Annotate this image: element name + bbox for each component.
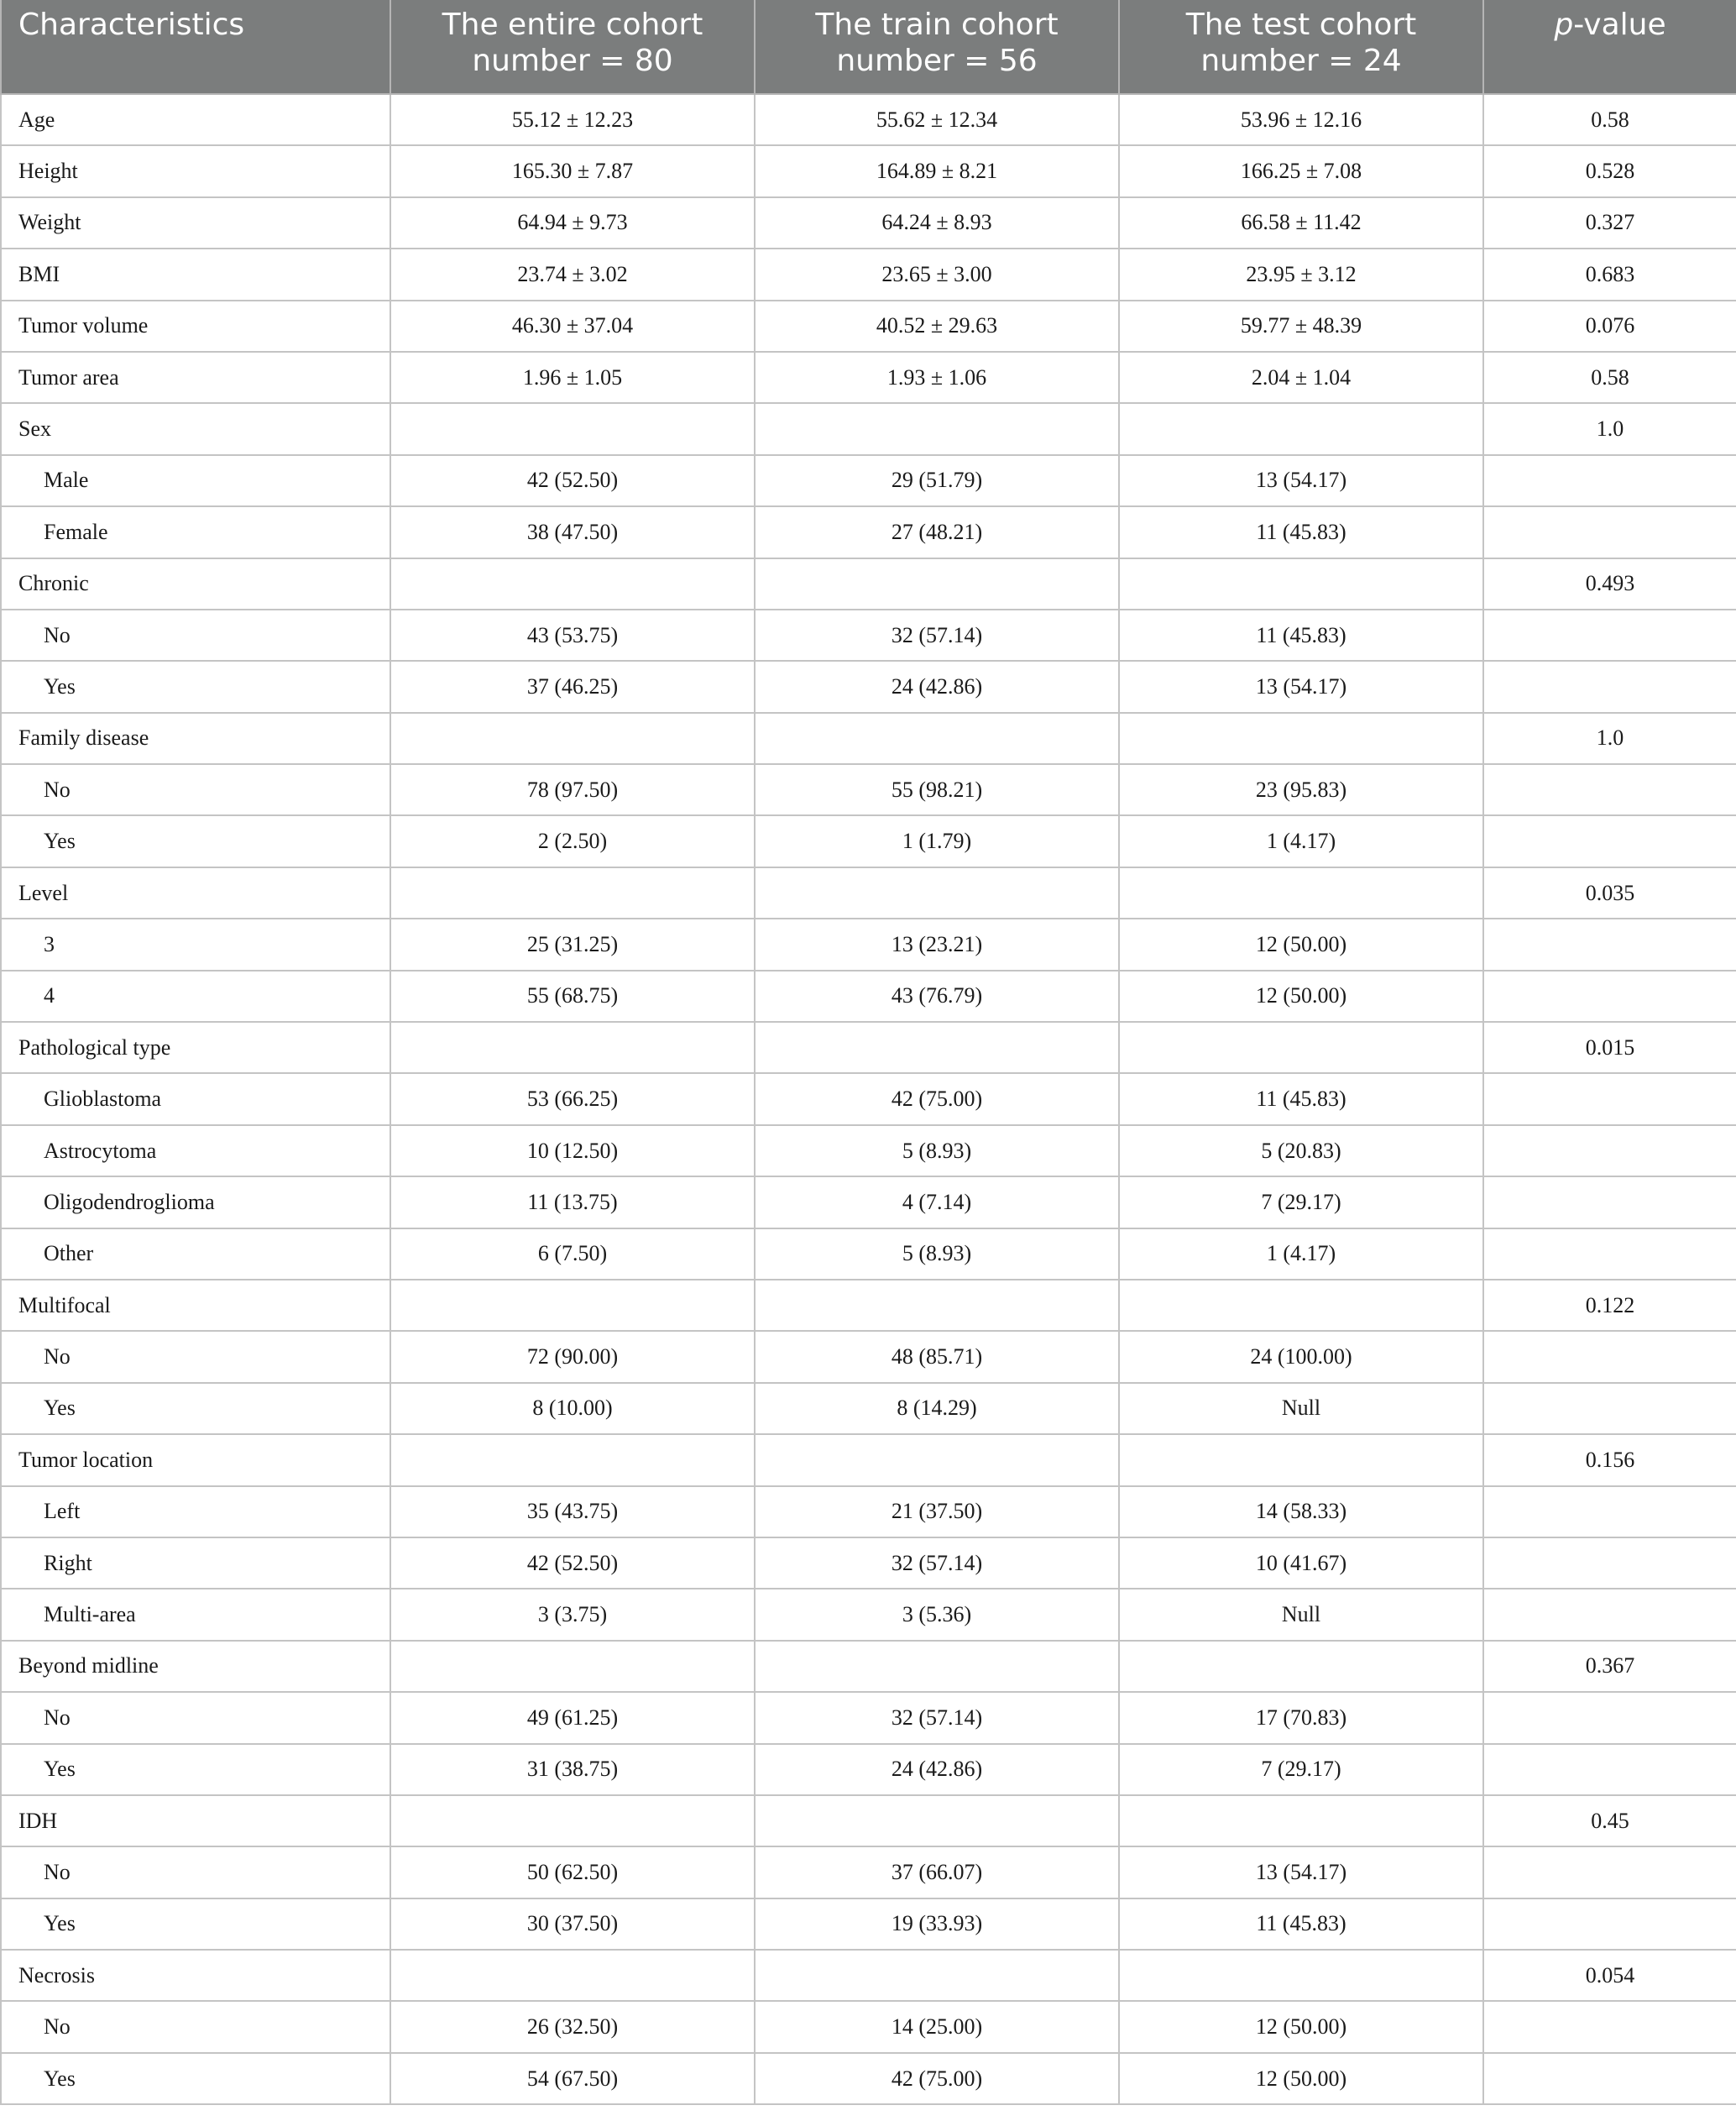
table-body <box>1 94 1736 2104</box>
cell-p-value <box>1483 764 1736 815</box>
cell-entire-cohort: 64.94 ± 9.73 <box>390 197 755 249</box>
cell-train-cohort: 32 (57.14) <box>755 610 1119 661</box>
cell-entire-cohort <box>390 1280 755 1331</box>
cell-test-cohort: 11 (45.83) <box>1119 1073 1483 1124</box>
cell-entire-cohort: 37 (46.25) <box>390 661 755 712</box>
cell-p-value: 0.528 <box>1483 145 1736 196</box>
cell-entire-cohort: 54 (67.50) <box>390 2053 755 2104</box>
row-label: Necrosis <box>1 1950 390 2001</box>
cell-entire-cohort: 30 (37.50) <box>390 1898 755 1950</box>
table-row <box>1 713 1736 764</box>
cell-p-value: 0.58 <box>1483 94 1736 145</box>
cell-test-cohort: 59.77 ± 48.39 <box>1119 301 1483 352</box>
cell-train-cohort: 24 (42.86) <box>755 661 1119 712</box>
cell-p-value <box>1483 1331 1736 1382</box>
cell-entire-cohort: 55 (68.75) <box>390 971 755 1022</box>
cell-test-cohort <box>1119 1950 1483 2001</box>
table-row <box>1 1228 1736 1280</box>
cell-entire-cohort: 25 (31.25) <box>390 919 755 970</box>
cell-test-cohort <box>1119 1795 1483 1846</box>
table-row <box>1 919 1736 970</box>
table-row <box>1 1795 1736 1846</box>
cell-train-cohort: 4 (7.14) <box>755 1176 1119 1228</box>
cell-train-cohort: 32 (57.14) <box>755 1692 1119 1743</box>
cell-train-cohort <box>755 1022 1119 1073</box>
table-row <box>1 661 1736 712</box>
header-train-cohort-line1: The train cohort <box>815 8 1059 42</box>
cell-p-value: 0.45 <box>1483 1795 1736 1846</box>
table-row <box>1 1125 1736 1176</box>
cell-p-value <box>1483 1898 1736 1950</box>
cell-test-cohort: 13 (54.17) <box>1119 1846 1483 1898</box>
cell-train-cohort: 64.24 ± 8.93 <box>755 197 1119 249</box>
table-row <box>1 1486 1736 1537</box>
cell-entire-cohort: 10 (12.50) <box>390 1125 755 1176</box>
header-entire-cohort-line2: number = 80 <box>472 44 673 78</box>
row-label: Female <box>1 506 390 558</box>
cell-test-cohort: Null <box>1119 1589 1483 1640</box>
table-row <box>1 455 1736 506</box>
row-label: Oligodendroglioma <box>1 1176 390 1228</box>
cell-entire-cohort <box>390 1022 755 1073</box>
row-label: Right <box>1 1537 390 1589</box>
table-row <box>1 1641 1736 1692</box>
cell-p-value <box>1483 455 1736 506</box>
cell-test-cohort: 12 (50.00) <box>1119 971 1483 1022</box>
cell-entire-cohort: 49 (61.25) <box>390 1692 755 1743</box>
row-label: 4 <box>1 971 390 1022</box>
cell-p-value <box>1483 919 1736 970</box>
cell-p-value: 0.493 <box>1483 558 1736 610</box>
table-row <box>1 1280 1736 1331</box>
table-row <box>1 1073 1736 1124</box>
cell-test-cohort: 24 (100.00) <box>1119 1331 1483 1382</box>
cell-test-cohort: 7 (29.17) <box>1119 1176 1483 1228</box>
row-label: Level <box>1 867 390 919</box>
row-label: Tumor area <box>1 352 390 403</box>
row-label: Tumor location <box>1 1434 390 1485</box>
table-row <box>1 1022 1736 1073</box>
cell-p-value <box>1483 661 1736 712</box>
row-label: Yes <box>1 815 390 867</box>
cell-train-cohort: 42 (75.00) <box>755 2053 1119 2104</box>
cell-train-cohort: 23.65 ± 3.00 <box>755 249 1119 300</box>
cell-p-value <box>1483 610 1736 661</box>
cell-p-value <box>1483 1744 1736 1795</box>
cell-p-value: 1.0 <box>1483 713 1736 764</box>
cell-test-cohort: 11 (45.83) <box>1119 506 1483 558</box>
cell-p-value <box>1483 1383 1736 1434</box>
cell-train-cohort: 55.62 ± 12.34 <box>755 94 1119 145</box>
table-row <box>1 1589 1736 1640</box>
cell-train-cohort <box>755 713 1119 764</box>
cell-test-cohort: 12 (50.00) <box>1119 919 1483 970</box>
table-row <box>1 1744 1736 1795</box>
header-p-suffix: -value <box>1573 8 1666 42</box>
table-row <box>1 2053 1736 2104</box>
cell-p-value <box>1483 1125 1736 1176</box>
row-label: Yes <box>1 661 390 712</box>
cell-entire-cohort: 31 (38.75) <box>390 1744 755 1795</box>
table-row <box>1 1383 1736 1434</box>
row-label: No <box>1 610 390 661</box>
cell-entire-cohort <box>390 713 755 764</box>
row-label: Sex <box>1 403 390 454</box>
cell-entire-cohort: 23.74 ± 3.02 <box>390 249 755 300</box>
row-label: Chronic <box>1 558 390 610</box>
cell-p-value <box>1483 815 1736 867</box>
row-label: Other <box>1 1228 390 1280</box>
cell-entire-cohort: 8 (10.00) <box>390 1383 755 1434</box>
row-label: Yes <box>1 1383 390 1434</box>
cell-p-value: 0.054 <box>1483 1950 1736 2001</box>
header-row <box>1 0 1736 94</box>
cell-test-cohort: 66.58 ± 11.42 <box>1119 197 1483 249</box>
cell-train-cohort: 37 (66.07) <box>755 1846 1119 1898</box>
row-label: Yes <box>1 1898 390 1950</box>
cell-entire-cohort: 42 (52.50) <box>390 455 755 506</box>
cell-test-cohort: 14 (58.33) <box>1119 1486 1483 1537</box>
cell-test-cohort <box>1119 867 1483 919</box>
cell-p-value <box>1483 2053 1736 2104</box>
row-label: Age <box>1 94 390 145</box>
cell-train-cohort: 29 (51.79) <box>755 455 1119 506</box>
row-label: Height <box>1 145 390 196</box>
cell-test-cohort: 13 (54.17) <box>1119 661 1483 712</box>
cell-test-cohort: 13 (54.17) <box>1119 455 1483 506</box>
row-label: No <box>1 1692 390 1743</box>
cell-test-cohort: 11 (45.83) <box>1119 610 1483 661</box>
cell-entire-cohort: 1.96 ± 1.05 <box>390 352 755 403</box>
cell-train-cohort <box>755 1434 1119 1485</box>
table-row <box>1 94 1736 145</box>
table-row <box>1 2001 1736 2052</box>
cell-test-cohort: 166.25 ± 7.08 <box>1119 145 1483 196</box>
cell-test-cohort: 1 (4.17) <box>1119 815 1483 867</box>
cell-train-cohort <box>755 1641 1119 1692</box>
cell-test-cohort <box>1119 713 1483 764</box>
row-label: Weight <box>1 197 390 249</box>
header-test-cohort-line1: The test cohort <box>1185 8 1417 42</box>
cell-train-cohort: 19 (33.93) <box>755 1898 1119 1950</box>
cell-test-cohort: 2.04 ± 1.04 <box>1119 352 1483 403</box>
cell-p-value: 0.327 <box>1483 197 1736 249</box>
table-row <box>1 145 1736 196</box>
cell-entire-cohort <box>390 403 755 454</box>
cell-p-value <box>1483 1537 1736 1589</box>
row-label: Astrocytoma <box>1 1125 390 1176</box>
header-entire-cohort <box>390 0 755 94</box>
cell-test-cohort: 53.96 ± 12.16 <box>1119 94 1483 145</box>
cell-entire-cohort: 26 (32.50) <box>390 2001 755 2052</box>
cell-test-cohort: 12 (50.00) <box>1119 2001 1483 2052</box>
table-row <box>1 1692 1736 1743</box>
cell-test-cohort: Null <box>1119 1383 1483 1434</box>
row-label: Yes <box>1 1744 390 1795</box>
cell-train-cohort <box>755 403 1119 454</box>
table-header <box>1 0 1736 94</box>
row-label: IDH <box>1 1795 390 1846</box>
cell-train-cohort: 24 (42.86) <box>755 1744 1119 1795</box>
cell-train-cohort: 1.93 ± 1.06 <box>755 352 1119 403</box>
cell-entire-cohort: 55.12 ± 12.23 <box>390 94 755 145</box>
cell-test-cohort <box>1119 1434 1483 1485</box>
cell-entire-cohort: 2 (2.50) <box>390 815 755 867</box>
table-row <box>1 610 1736 661</box>
cell-p-value <box>1483 971 1736 1022</box>
cell-train-cohort <box>755 1950 1119 2001</box>
cell-train-cohort: 48 (85.71) <box>755 1331 1119 1382</box>
cell-train-cohort: 43 (76.79) <box>755 971 1119 1022</box>
row-label: Male <box>1 455 390 506</box>
cell-entire-cohort: 35 (43.75) <box>390 1486 755 1537</box>
row-label: Beyond midline <box>1 1641 390 1692</box>
cell-train-cohort: 13 (23.21) <box>755 919 1119 970</box>
row-label: Pathological type <box>1 1022 390 1073</box>
header-entire-cohort-line1: The entire cohort <box>442 8 703 42</box>
row-label: BMI <box>1 249 390 300</box>
header-train-cohort <box>755 0 1119 94</box>
cell-p-value <box>1483 1589 1736 1640</box>
table-row <box>1 197 1736 249</box>
row-label: Yes <box>1 2053 390 2104</box>
row-label: No <box>1 2001 390 2052</box>
cell-p-value <box>1483 1486 1736 1537</box>
cell-p-value <box>1483 1692 1736 1743</box>
cell-entire-cohort: 3 (3.75) <box>390 1589 755 1640</box>
cell-test-cohort: 7 (29.17) <box>1119 1744 1483 1795</box>
row-label: Tumor volume <box>1 301 390 352</box>
header-p-italic: p <box>1554 8 1574 42</box>
cell-entire-cohort: 43 (53.75) <box>390 610 755 661</box>
row-label: Left <box>1 1486 390 1537</box>
row-label: No <box>1 1331 390 1382</box>
cell-test-cohort: 5 (20.83) <box>1119 1125 1483 1176</box>
table-row <box>1 352 1736 403</box>
row-label: No <box>1 764 390 815</box>
cell-train-cohort <box>755 1280 1119 1331</box>
table-row <box>1 1331 1736 1382</box>
row-label: Multi-area <box>1 1589 390 1640</box>
cell-p-value: 0.367 <box>1483 1641 1736 1692</box>
cell-entire-cohort: 11 (13.75) <box>390 1176 755 1228</box>
cell-test-cohort: 23.95 ± 3.12 <box>1119 249 1483 300</box>
table-row <box>1 403 1736 454</box>
table-row <box>1 249 1736 300</box>
cell-train-cohort: 164.89 ± 8.21 <box>755 145 1119 196</box>
cell-p-value: 0.156 <box>1483 1434 1736 1485</box>
cell-test-cohort: 11 (45.83) <box>1119 1898 1483 1950</box>
cell-train-cohort: 5 (8.93) <box>755 1228 1119 1280</box>
cell-test-cohort <box>1119 558 1483 610</box>
cell-entire-cohort: 53 (66.25) <box>390 1073 755 1124</box>
table-row <box>1 301 1736 352</box>
cell-train-cohort: 21 (37.50) <box>755 1486 1119 1537</box>
cell-test-cohort: 1 (4.17) <box>1119 1228 1483 1280</box>
header-p-value <box>1483 0 1736 94</box>
cell-test-cohort: 17 (70.83) <box>1119 1692 1483 1743</box>
cell-entire-cohort <box>390 1950 755 2001</box>
cell-entire-cohort <box>390 1795 755 1846</box>
cell-test-cohort: 23 (95.83) <box>1119 764 1483 815</box>
cell-train-cohort: 55 (98.21) <box>755 764 1119 815</box>
row-label: Glioblastoma <box>1 1073 390 1124</box>
cell-p-value: 0.015 <box>1483 1022 1736 1073</box>
cell-entire-cohort <box>390 1434 755 1485</box>
cell-entire-cohort: 38 (47.50) <box>390 506 755 558</box>
cell-test-cohort <box>1119 403 1483 454</box>
cell-p-value <box>1483 1846 1736 1898</box>
cell-p-value: 1.0 <box>1483 403 1736 454</box>
cell-train-cohort: 32 (57.14) <box>755 1537 1119 1589</box>
cell-entire-cohort: 6 (7.50) <box>390 1228 755 1280</box>
cell-p-value <box>1483 1176 1736 1228</box>
cell-train-cohort: 27 (48.21) <box>755 506 1119 558</box>
cell-train-cohort: 5 (8.93) <box>755 1125 1119 1176</box>
cell-train-cohort <box>755 867 1119 919</box>
cell-train-cohort: 40.52 ± 29.63 <box>755 301 1119 352</box>
row-label: Family disease <box>1 713 390 764</box>
cell-entire-cohort <box>390 1641 755 1692</box>
table-row <box>1 815 1736 867</box>
cell-p-value <box>1483 1073 1736 1124</box>
table-row <box>1 506 1736 558</box>
table-row <box>1 1176 1736 1228</box>
table-row <box>1 1846 1736 1898</box>
header-test-cohort-line2: number = 24 <box>1200 44 1402 78</box>
table-row <box>1 764 1736 815</box>
cell-test-cohort <box>1119 1280 1483 1331</box>
cell-entire-cohort: 46.30 ± 37.04 <box>390 301 755 352</box>
cell-p-value <box>1483 1228 1736 1280</box>
table-row <box>1 867 1736 919</box>
cell-p-value: 0.122 <box>1483 1280 1736 1331</box>
cell-entire-cohort: 78 (97.50) <box>390 764 755 815</box>
cell-train-cohort: 3 (5.36) <box>755 1589 1119 1640</box>
cell-entire-cohort: 165.30 ± 7.87 <box>390 145 755 196</box>
cell-test-cohort <box>1119 1022 1483 1073</box>
cell-train-cohort: 42 (75.00) <box>755 1073 1119 1124</box>
cell-entire-cohort: 72 (90.00) <box>390 1331 755 1382</box>
cell-test-cohort: 12 (50.00) <box>1119 2053 1483 2104</box>
row-label: 3 <box>1 919 390 970</box>
cell-p-value: 0.076 <box>1483 301 1736 352</box>
cell-entire-cohort: 50 (62.50) <box>390 1846 755 1898</box>
cell-train-cohort <box>755 1795 1119 1846</box>
header-characteristics: Characteristics <box>1 0 390 94</box>
table-row <box>1 1537 1736 1589</box>
table-row <box>1 558 1736 610</box>
cell-entire-cohort: 42 (52.50) <box>390 1537 755 1589</box>
cell-p-value: 0.683 <box>1483 249 1736 300</box>
cell-p-value: 0.035 <box>1483 867 1736 919</box>
table-row <box>1 1898 1736 1950</box>
row-label: No <box>1 1846 390 1898</box>
header-train-cohort-line2: number = 56 <box>836 44 1038 78</box>
cell-p-value <box>1483 2001 1736 2052</box>
header-test-cohort <box>1119 0 1483 94</box>
table-row <box>1 1950 1736 2001</box>
cell-p-value: 0.58 <box>1483 352 1736 403</box>
cell-entire-cohort <box>390 558 755 610</box>
cell-p-value <box>1483 506 1736 558</box>
cell-entire-cohort <box>390 867 755 919</box>
cell-train-cohort: 1 (1.79) <box>755 815 1119 867</box>
cell-test-cohort <box>1119 1641 1483 1692</box>
cell-train-cohort: 14 (25.00) <box>755 2001 1119 2052</box>
cell-train-cohort <box>755 558 1119 610</box>
table-row <box>1 971 1736 1022</box>
cell-train-cohort: 8 (14.29) <box>755 1383 1119 1434</box>
cell-test-cohort: 10 (41.67) <box>1119 1537 1483 1589</box>
table-row <box>1 1434 1736 1485</box>
row-label: Multifocal <box>1 1280 390 1331</box>
